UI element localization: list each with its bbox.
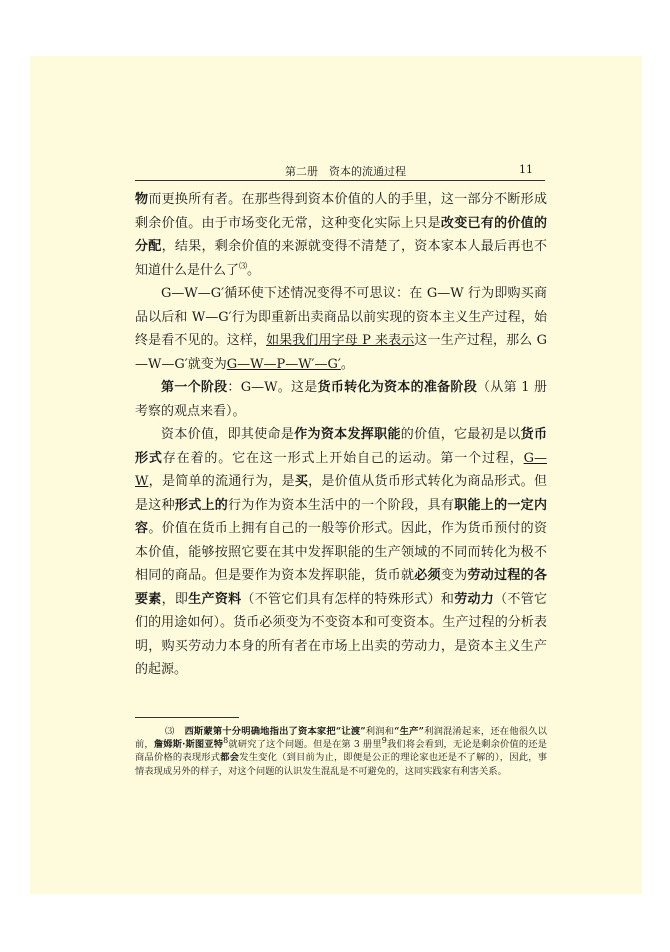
paragraph-4: 资本价值，即其使命是作为资本发挥职能的价值，它最初是以货币形式存在着的。它在这一形式上开始自己的运动。第一个过程，G—W，是简单的流通行为，是买，是价值从货币形式转化为商品形式。但是这种形式上的行为作为资本生活中的一个阶段，具有职能上的一定内容。价值在货币上拥有自己的一般等价形式。因此，作为货币预付的资本价值，能够按照它要在其中发挥职能的生产领域的不同而转化为极不相同的商品。但是要作为资本发挥职能，货币就必须变为劳动过程的各要素，即生产资料（不管它们具有怎样的特殊形式）和劳动力（不管它们的用途如何）。货币必须变为不变资本和可变资本。生产过程的分析表明，购买劳动力本身的所有者在市场上出卖的劳动力，是资本主义生产的起源。 <box>135 427 547 677</box>
footnote-divider <box>135 717 239 718</box>
paragraph-1: 物而更换所有者。在那些得到资本价值的人的手里，这一部分不断形成剩余价值。由于市场变化无常，这种变化实际上只是改变已有的价值的分配，结果，剩余价值的来源就变得不清楚了，资本家本人最后再也不知道什么是什么了⑶。 <box>135 192 547 278</box>
footnote-number: ⑶ <box>165 726 175 737</box>
bold-term: 第一个阶段 <box>161 380 228 395</box>
page-number: 11 <box>519 163 533 176</box>
footnote: ⑶ 西斯蒙第十分明确地指出了资本家把“让渡”利润和“生产”利润混淆起来，还在他很久以前，詹姆斯·斯图亚特$^8$就研究了这个问题。但是在第 3 册里$^9$我们将会看到，无论是剩余价值的还是商品价格的表现形式都会发生变化（到目前为止，即便是公正的理论家也还是不了解的），因此，事情表现成另外的样子，对这个问题的认识发生混乱是不可避免的，这同实践家有利害关系。 <box>135 726 547 777</box>
bold-term: 物 <box>135 192 149 207</box>
formula: G—W—P—W′—G′ <box>226 356 341 372</box>
underlined-text: 如果我们用字母 P 来表示 <box>266 333 415 348</box>
paragraph-2: G—W—G′循环使下述情况变得不可思议：在 G—W 行为即购买商品以后和 W—G′行为即重新出卖商品以前实现的资本主义生产过程，始终是看不见的。这样，如果我们用字母 P 来表示这一生产过程，那么 G—W—G′就变为G—W—P—W′—G′。 <box>135 286 547 372</box>
header-title: 第二册 资本的流通过程 <box>285 165 406 178</box>
main-text <box>135 188 547 682</box>
running-header <box>135 160 545 181</box>
footnote-ref: ⑶ <box>239 261 248 271</box>
bold-term: 改变已有的价值的分配 <box>135 215 547 254</box>
bold-term: 货币转化为资本的准备阶段 <box>317 380 478 395</box>
paragraph-3: 第一个阶段：G—W。这是货币转化为资本的准备阶段（从第 1 册考察的观点来看）。 <box>135 380 547 419</box>
